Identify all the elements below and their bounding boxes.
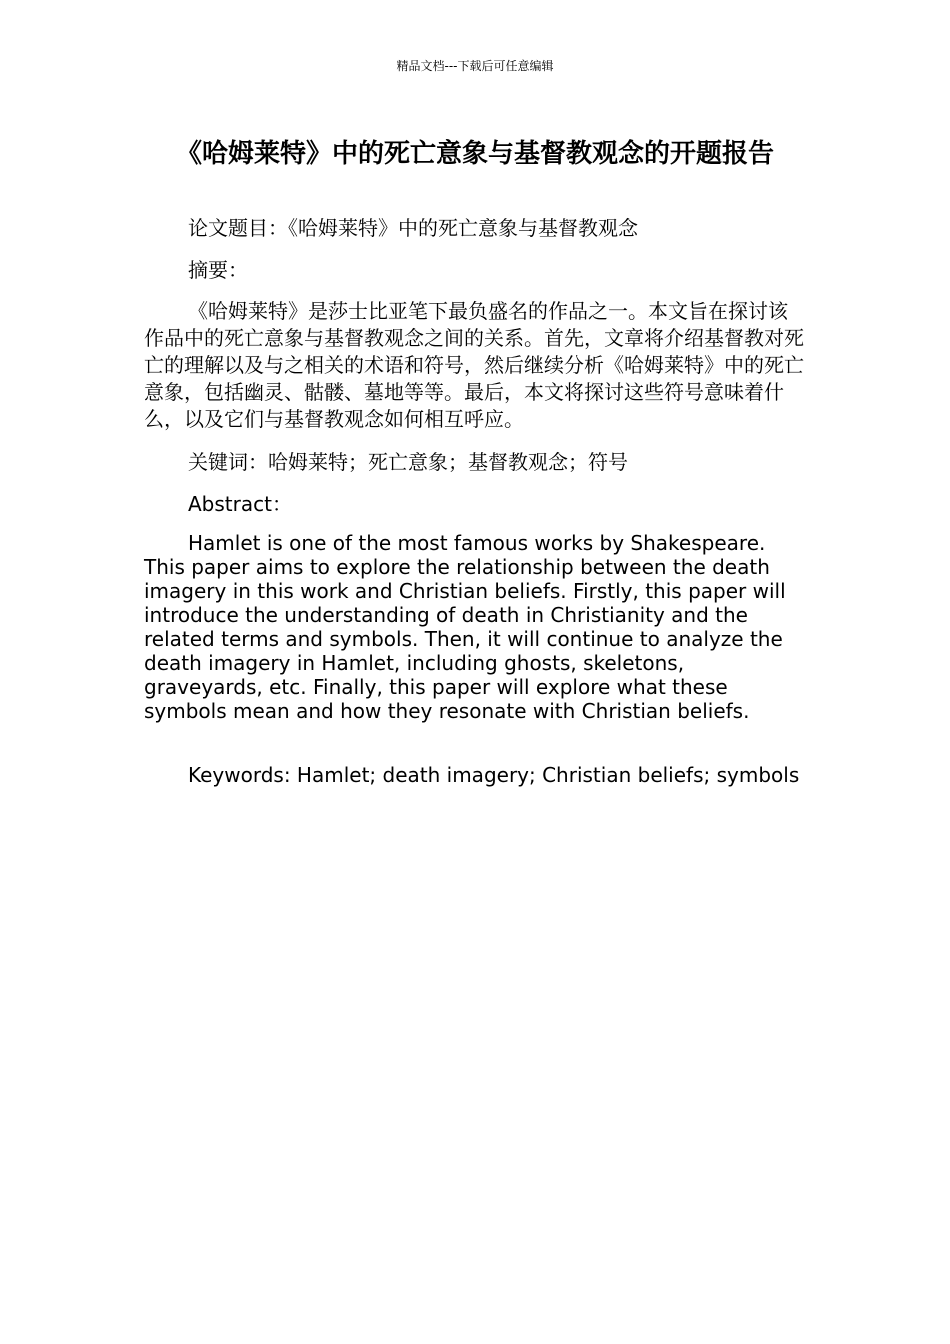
keywords-cn: 关键词：哈姆莱特；死亡意象；基督教观念；符号 [188,450,628,474]
header-note: 精品文档---下载后可任意编辑 [396,59,554,73]
abstract-en-label: Abstract： [188,492,292,516]
abstract-en-paragraph: Hamlet is one of the most famous works by Shakespeare. This paper aims to explore the relationship between the death imagery in this work and Christian beliefs. Firstly, this paper will introduce the understanding of death in Christianity and the related terms and symbols. Then, it will continue to analyze the death imagery in Hamlet, including ghosts, skeletons, graveyards, etc. Finally, this paper will explore what these symbols mean and how they resonate with Christian beliefs. [144,531,786,723]
thesis-topic: 论文题目：《哈姆莱特》中的死亡意象与基督教观念 [188,216,638,240]
abstract-cn-label: 摘要： [188,258,248,282]
abstract-cn-paragraph: 《哈姆莱特》是莎士比亚笔下最负盛名的作品之一。本文旨在探讨该作品中的死亡意象与基督教观念之间的关系。首先，文章将介绍基督教对死亡的理解以及与之相关的术语和符号，然后继续分析《哈姆莱特》中的死亡意象，包括幽灵、骷髅、墓地等等。最后，本文将探讨这些符号意味着什么，以及它们与基督教观念如何相互呼应。 [144,299,804,431]
keywords-en: Keywords: Hamlet; death imagery; Christian beliefs; symbols [188,763,800,787]
document-title: 《哈姆莱特》中的死亡意象与基督教观念的开题报告 [175,139,774,169]
